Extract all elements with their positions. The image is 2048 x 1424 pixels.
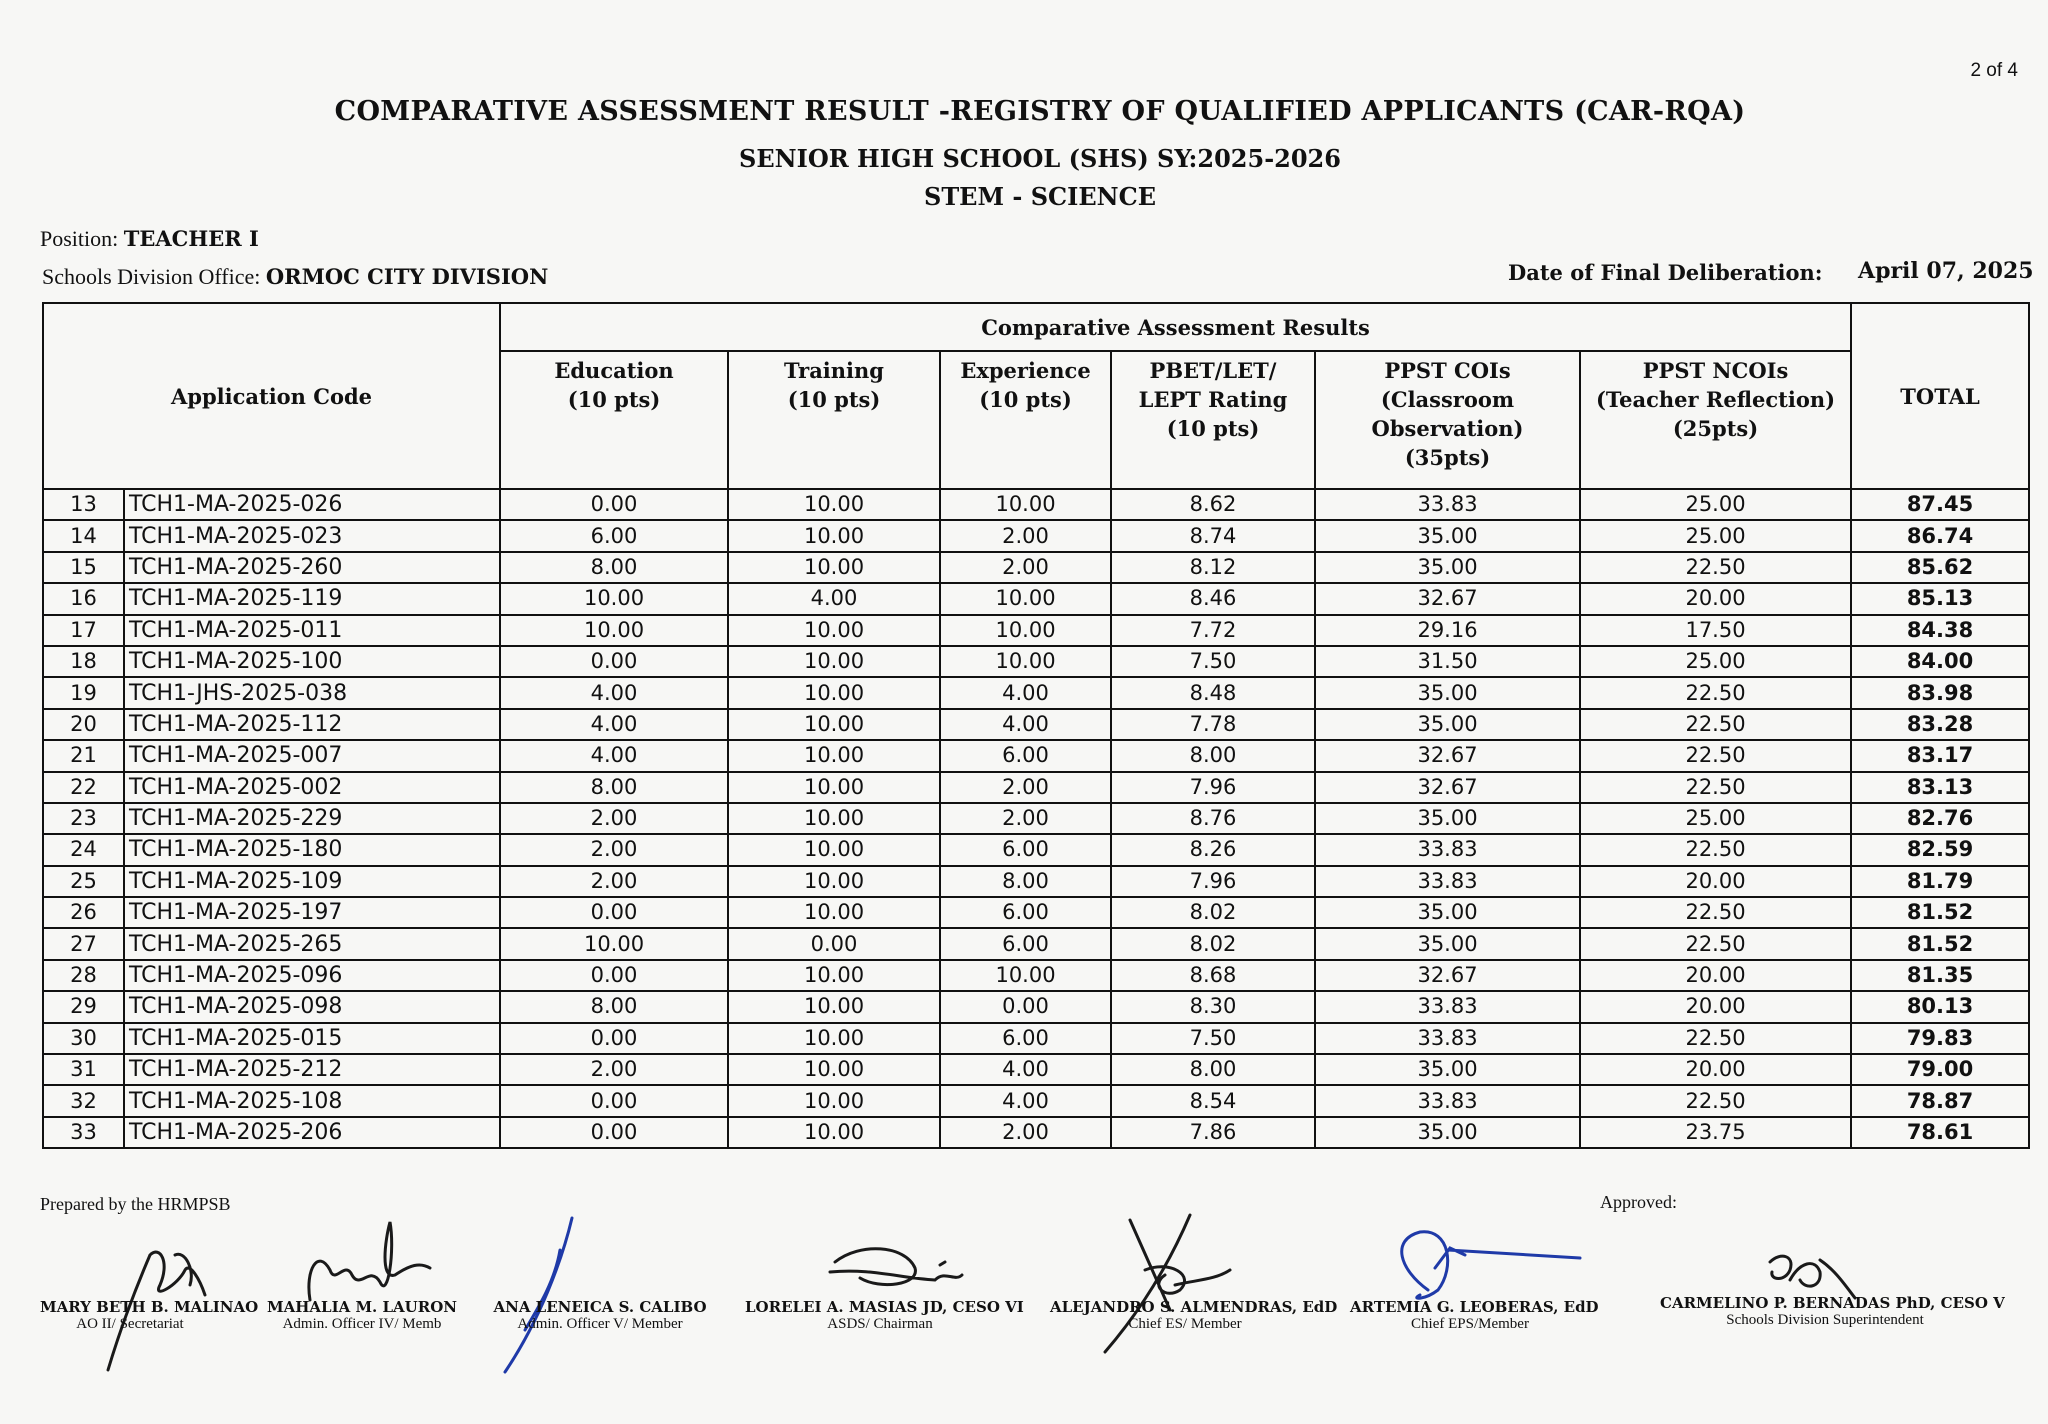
signatory-role: Admin. Officer V/ Member	[517, 1316, 683, 1332]
training-score: 4.00	[728, 583, 940, 614]
row-number: 14	[43, 520, 124, 551]
row-number: 18	[43, 646, 124, 677]
rating-score: 7.86	[1111, 1117, 1315, 1148]
ncois-score: 20.00	[1580, 960, 1851, 991]
application-code: TCH1-MA-2025-265	[124, 928, 500, 959]
training-score: 10.00	[728, 834, 940, 865]
signature-masias	[830, 1249, 962, 1285]
training-score: 10.00	[728, 677, 940, 708]
application-code: TCH1-MA-2025-108	[124, 1085, 500, 1116]
header-education: Education (10 pts)	[500, 351, 728, 489]
education-score: 10.00	[500, 583, 728, 614]
experience-score: 6.00	[940, 740, 1111, 771]
application-code: TCH1-MA-2025-007	[124, 740, 500, 771]
ncois-score: 22.50	[1580, 740, 1851, 771]
signatory-role: ASDS/ Chairman	[827, 1316, 933, 1332]
header-rating: PBET/LET/ LEPT Rating (10 pts)	[1111, 351, 1315, 489]
header-ncois: PPST NCOIs (Teacher Reflection) (25pts)	[1580, 351, 1851, 489]
cois-score: 35.00	[1315, 552, 1580, 583]
total-score: 83.28	[1851, 709, 2029, 740]
rating-score: 8.68	[1111, 960, 1315, 991]
cois-score: 32.67	[1315, 772, 1580, 803]
experience-score: 0.00	[940, 991, 1111, 1022]
header-training: Training (10 pts)	[728, 351, 940, 489]
total-score: 83.17	[1851, 740, 2029, 771]
ncois-score: 25.00	[1580, 803, 1851, 834]
training-score: 10.00	[728, 866, 940, 897]
rating-score: 7.96	[1111, 866, 1315, 897]
application-code: TCH1-MA-2025-206	[124, 1117, 500, 1148]
experience-score: 10.00	[940, 646, 1111, 677]
signatory-7	[1660, 1294, 2005, 1329]
education-score: 0.00	[500, 897, 728, 928]
total-score: 83.98	[1851, 677, 2029, 708]
experience-score: 4.00	[940, 709, 1111, 740]
rating-score: 7.78	[1111, 709, 1315, 740]
signatory-role: Schools Division Superintendent	[1726, 1312, 1924, 1328]
row-number: 20	[43, 709, 124, 740]
rating-score: 8.46	[1111, 583, 1315, 614]
row-number: 15	[43, 552, 124, 583]
experience-score: 10.00	[940, 583, 1111, 614]
ncois-score: 22.50	[1580, 834, 1851, 865]
application-code: TCH1-MA-2025-119	[124, 583, 500, 614]
header-application-code: Application Code	[43, 303, 500, 489]
experience-score: 6.00	[940, 834, 1111, 865]
rating-score: 8.02	[1111, 897, 1315, 928]
rating-score: 7.96	[1111, 772, 1315, 803]
experience-score: 6.00	[940, 928, 1111, 959]
training-score: 10.00	[728, 520, 940, 551]
rating-score: 8.48	[1111, 677, 1315, 708]
experience-score: 6.00	[940, 1023, 1111, 1054]
ncois-score: 22.50	[1580, 928, 1851, 959]
application-code: TCH1-MA-2025-026	[124, 489, 500, 520]
signatory-role: Chief ES/ Member	[1128, 1316, 1242, 1332]
total-score: 81.52	[1851, 897, 2029, 928]
education-score: 0.00	[500, 1117, 728, 1148]
rating-score: 7.72	[1111, 615, 1315, 646]
signatory-2	[262, 1298, 462, 1333]
rating-score: 8.00	[1111, 740, 1315, 771]
education-score: 10.00	[500, 928, 728, 959]
row-number: 21	[43, 740, 124, 771]
ncois-score: 22.50	[1580, 1085, 1851, 1116]
sdo-label: Schools Division Office:	[42, 264, 261, 289]
education-score: 4.00	[500, 677, 728, 708]
cois-score: 32.67	[1315, 583, 1580, 614]
total-score: 82.76	[1851, 803, 2029, 834]
total-score: 78.87	[1851, 1085, 2029, 1116]
signature-lauron	[309, 1222, 430, 1300]
position-value: TEACHER I	[123, 226, 259, 251]
rating-score: 8.26	[1111, 834, 1315, 865]
cois-score: 33.83	[1315, 1023, 1580, 1054]
deliberation-date: April 07, 2025	[1858, 258, 2034, 284]
deliberation-label: Date of Final Deliberation:	[1508, 260, 1823, 285]
row-number: 28	[43, 960, 124, 991]
training-score: 10.00	[728, 646, 940, 677]
document-subtitle: SENIOR HIGH SCHOOL (SHS) SY:2025-2026	[739, 144, 1341, 173]
cois-score: 35.00	[1315, 803, 1580, 834]
education-score: 8.00	[500, 772, 728, 803]
row-number: 17	[43, 615, 124, 646]
experience-score: 2.00	[940, 520, 1111, 551]
application-code: TCH1-MA-2025-112	[124, 709, 500, 740]
cois-score: 35.00	[1315, 520, 1580, 551]
education-score: 2.00	[500, 834, 728, 865]
signatory-6	[1350, 1298, 1599, 1333]
signatory-name: MAHALIA M. LAURON	[266, 1298, 458, 1316]
cois-score: 35.00	[1315, 709, 1580, 740]
ncois-score: 25.00	[1580, 520, 1851, 551]
application-code: TCH1-MA-2025-015	[124, 1023, 500, 1054]
cois-score: 32.67	[1315, 960, 1580, 991]
row-number: 26	[43, 897, 124, 928]
total-score: 84.00	[1851, 646, 2029, 677]
signature-calibo	[505, 1218, 572, 1372]
signatory-name: LORELEI A. MASIAS JD, CESO VI	[745, 1298, 1024, 1316]
ncois-score: 22.50	[1580, 677, 1851, 708]
header-cois: PPST COIs (Classroom Observation) (35pts)	[1315, 351, 1580, 489]
ncois-score: 20.00	[1580, 866, 1851, 897]
education-score: 10.00	[500, 615, 728, 646]
signatory-1	[40, 1298, 259, 1333]
cois-score: 33.83	[1315, 866, 1580, 897]
training-score: 10.00	[728, 960, 940, 991]
application-code: TCH1-JHS-2025-038	[124, 677, 500, 708]
cois-score: 32.67	[1315, 740, 1580, 771]
cois-score: 35.00	[1315, 1117, 1580, 1148]
education-score: 0.00	[500, 646, 728, 677]
rating-score: 8.54	[1111, 1085, 1315, 1116]
experience-score: 2.00	[940, 803, 1111, 834]
cois-score: 35.00	[1315, 677, 1580, 708]
signatory-name: ANA LENEICA S. CALIBO	[493, 1298, 707, 1316]
ncois-score: 20.00	[1580, 583, 1851, 614]
training-score: 10.00	[728, 803, 940, 834]
cois-score: 35.00	[1315, 1054, 1580, 1085]
application-code: TCH1-MA-2025-002	[124, 772, 500, 803]
experience-score: 10.00	[940, 489, 1111, 520]
rating-score: 8.00	[1111, 1054, 1315, 1085]
row-number: 33	[43, 1117, 124, 1148]
training-score: 0.00	[728, 928, 940, 959]
education-score: 2.00	[500, 866, 728, 897]
total-score: 84.38	[1851, 615, 2029, 646]
application-code: TCH1-MA-2025-197	[124, 897, 500, 928]
rating-score: 7.50	[1111, 1023, 1315, 1054]
total-score: 87.45	[1851, 489, 2029, 520]
signatory-3	[490, 1298, 710, 1333]
application-code: TCH1-MA-2025-180	[124, 834, 500, 865]
experience-score: 6.00	[940, 897, 1111, 928]
application-code: TCH1-MA-2025-109	[124, 866, 500, 897]
ncois-score: 25.00	[1580, 489, 1851, 520]
signatory-name: ARTEMIA G. LEOBERAS, EdD	[1350, 1298, 1599, 1316]
row-number: 29	[43, 991, 124, 1022]
signatory-name: ALEJANDRO S. ALMENDRAS, EdD	[1050, 1298, 1338, 1316]
ncois-score: 22.50	[1580, 897, 1851, 928]
row-number: 31	[43, 1054, 124, 1085]
education-score: 6.00	[500, 520, 728, 551]
education-score: 0.00	[500, 1023, 728, 1054]
signatory-role: Admin. Officer IV/ Memb	[282, 1316, 442, 1332]
row-number: 27	[43, 928, 124, 959]
training-score: 10.00	[728, 1054, 940, 1085]
total-score: 80.13	[1851, 991, 2029, 1022]
approved-label: Approved:	[1600, 1192, 1677, 1212]
rating-score: 8.02	[1111, 928, 1315, 959]
page-number: 2 of 4	[1970, 60, 2018, 81]
total-score: 85.62	[1851, 552, 2029, 583]
ncois-score: 17.50	[1580, 615, 1851, 646]
experience-score: 4.00	[940, 1054, 1111, 1085]
rating-score: 7.50	[1111, 646, 1315, 677]
application-code: TCH1-MA-2025-100	[124, 646, 500, 677]
application-code: TCH1-MA-2025-023	[124, 520, 500, 551]
training-score: 10.00	[728, 991, 940, 1022]
cois-score: 33.83	[1315, 991, 1580, 1022]
education-score: 8.00	[500, 552, 728, 583]
ncois-score: 23.75	[1580, 1117, 1851, 1148]
application-code: TCH1-MA-2025-260	[124, 552, 500, 583]
row-number: 13	[43, 489, 124, 520]
ncois-score: 22.50	[1580, 772, 1851, 803]
education-score: 2.00	[500, 803, 728, 834]
total-score: 81.79	[1851, 866, 2029, 897]
training-score: 10.00	[728, 1023, 940, 1054]
experience-score: 10.00	[940, 615, 1111, 646]
signatory-role: AO II/ Secretariat	[76, 1316, 184, 1332]
total-score: 81.35	[1851, 960, 2029, 991]
training-score: 10.00	[728, 772, 940, 803]
ncois-score: 20.00	[1580, 1054, 1851, 1085]
row-number: 25	[43, 866, 124, 897]
row-number: 22	[43, 772, 124, 803]
education-score: 0.00	[500, 960, 728, 991]
signatory-name: CARMELINO P. BERNADAS PhD, CESO V	[1660, 1294, 2005, 1312]
total-score: 86.74	[1851, 520, 2029, 551]
cois-score: 35.00	[1315, 928, 1580, 959]
experience-score: 4.00	[940, 677, 1111, 708]
rating-score: 8.62	[1111, 489, 1315, 520]
signature-bernadas	[1770, 1256, 1855, 1298]
document-title: COMPARATIVE ASSESSMENT RESULT -REGISTRY OF QUALIFIED APPLICANTS (CAR-RQA)	[334, 96, 1746, 127]
row-number: 24	[43, 834, 124, 865]
signatory-role: Chief EPS/Member	[1411, 1316, 1529, 1332]
experience-score: 4.00	[940, 1085, 1111, 1116]
ncois-score: 22.50	[1580, 1023, 1851, 1054]
rating-score: 8.76	[1111, 803, 1315, 834]
ncois-score: 22.50	[1580, 552, 1851, 583]
header-total: TOTAL	[1851, 303, 2029, 489]
education-score: 0.00	[500, 1085, 728, 1116]
ncois-score: 20.00	[1580, 991, 1851, 1022]
total-score: 85.13	[1851, 583, 2029, 614]
row-number: 16	[43, 583, 124, 614]
education-score: 4.00	[500, 740, 728, 771]
row-number: 32	[43, 1085, 124, 1116]
strand-title: STEM - SCIENCE	[923, 182, 1156, 211]
education-score: 4.00	[500, 709, 728, 740]
training-score: 10.00	[728, 709, 940, 740]
cois-score: 31.50	[1315, 646, 1580, 677]
application-code: TCH1-MA-2025-098	[124, 991, 500, 1022]
header-experience: Experience (10 pts)	[940, 351, 1111, 489]
education-score: 2.00	[500, 1054, 728, 1085]
total-score: 79.83	[1851, 1023, 2029, 1054]
training-score: 10.00	[728, 1117, 940, 1148]
experience-score: 8.00	[940, 866, 1111, 897]
cois-score: 29.16	[1315, 615, 1580, 646]
ncois-score: 22.50	[1580, 709, 1851, 740]
cois-score: 33.83	[1315, 489, 1580, 520]
rating-score: 8.74	[1111, 520, 1315, 551]
total-score: 79.00	[1851, 1054, 2029, 1085]
education-score: 0.00	[500, 489, 728, 520]
education-score: 8.00	[500, 991, 728, 1022]
cois-score: 35.00	[1315, 897, 1580, 928]
prepared-by: Prepared by the HRMPSB	[40, 1194, 231, 1214]
ncois-score: 25.00	[1580, 646, 1851, 677]
signatory-name: MARY BETH B. MALINAO	[40, 1298, 259, 1316]
row-number: 30	[43, 1023, 124, 1054]
total-score: 81.52	[1851, 928, 2029, 959]
rating-score: 8.12	[1111, 552, 1315, 583]
cois-score: 33.83	[1315, 834, 1580, 865]
training-score: 10.00	[728, 489, 940, 520]
experience-score: 2.00	[940, 552, 1111, 583]
signatory-5	[1050, 1298, 1338, 1333]
signature-leoberas	[1402, 1232, 1580, 1299]
total-score: 78.61	[1851, 1117, 2029, 1148]
cois-score: 33.83	[1315, 1085, 1580, 1116]
experience-score: 10.00	[940, 960, 1111, 991]
sdo-value: ORMOC CITY DIVISION	[265, 264, 549, 289]
training-score: 10.00	[728, 615, 940, 646]
training-score: 10.00	[728, 897, 940, 928]
application-code: TCH1-MA-2025-011	[124, 615, 500, 646]
experience-score: 2.00	[940, 1117, 1111, 1148]
row-number: 19	[43, 677, 124, 708]
total-score: 82.59	[1851, 834, 2029, 865]
training-score: 10.00	[728, 1085, 940, 1116]
signatory-4	[745, 1298, 1024, 1333]
rating-score: 8.30	[1111, 991, 1315, 1022]
application-code: TCH1-MA-2025-212	[124, 1054, 500, 1085]
training-score: 10.00	[728, 740, 940, 771]
position-label: Position:	[40, 226, 119, 251]
total-score: 83.13	[1851, 772, 2029, 803]
header-comparative-results: Comparative Assessment Results	[500, 303, 1851, 351]
experience-score: 2.00	[940, 772, 1111, 803]
training-score: 10.00	[728, 552, 940, 583]
application-code: TCH1-MA-2025-229	[124, 803, 500, 834]
application-code: TCH1-MA-2025-096	[124, 960, 500, 991]
row-number: 23	[43, 803, 124, 834]
